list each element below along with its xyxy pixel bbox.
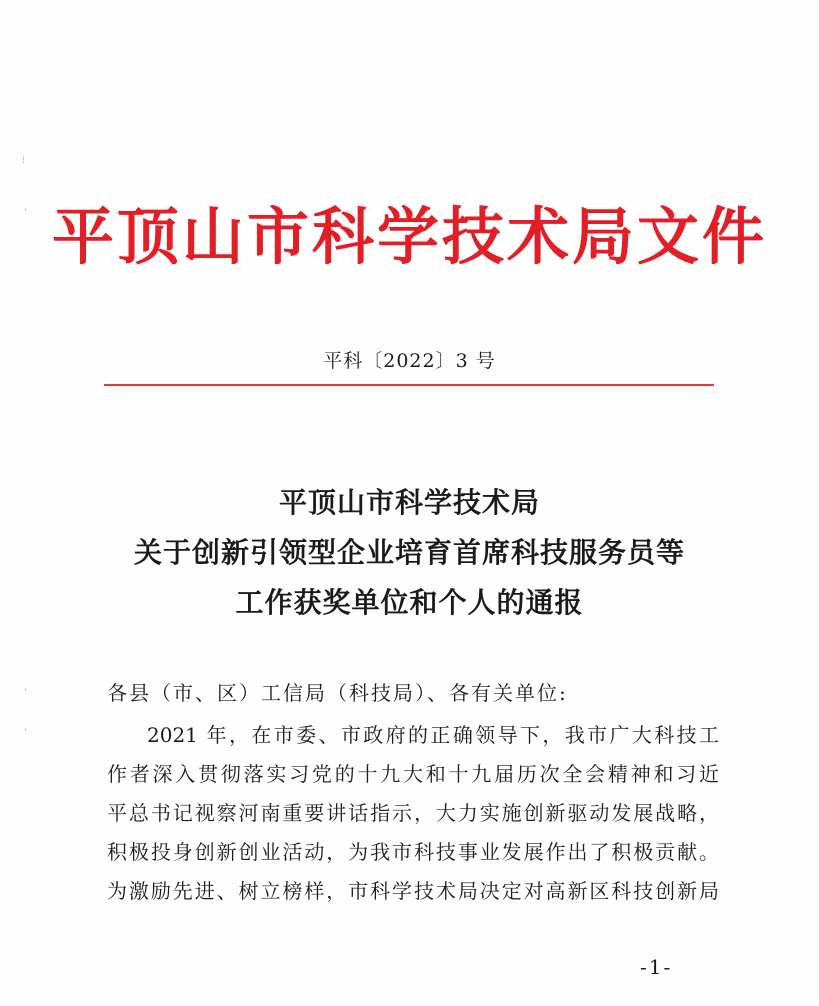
salutation: 各县（市、区）工信局（科技局）、各有关单位: [107,681,568,705]
scan-speck-mark: ⁝ [22,155,26,166]
document-header: 平顶山市科学技术局文件 [51,200,767,273]
body-paragraph [107,716,719,911]
title-line: 工作获奖单位和个人的通报 [235,586,584,619]
scan-speck-mark: · [24,685,28,696]
body-line: 2021 年，在市委、市政府的正确领导下，我市广大科技工 [147,723,719,747]
page-number: -1- [640,955,673,979]
scan-speck-mark: · [24,205,28,216]
header-red-rule [104,384,714,386]
title-line: 平顶山市科学技术局 [278,486,540,519]
body-line: 作者深入贯彻落实习党的十九大和十九届历次全会精神和习近 [107,762,719,786]
scan-speck-mark: · [24,725,28,736]
document-number: 平科〔2022〕3 号 [323,350,496,372]
document-title [0,478,819,628]
body-line: 为激励先进、树立榜样，市科学技术局决定对高新区科技创新局 [107,879,719,903]
body-line: 平总书记视察河南重要讲话指示，大力实施创新驱动发展战略， [107,801,719,825]
title-line: 关于创新引领型企业培育首席科技服务员等 [133,536,685,569]
body-line: 积极投身创新创业活动，为我市科技事业发展作出了积极贡献。 [107,840,719,864]
